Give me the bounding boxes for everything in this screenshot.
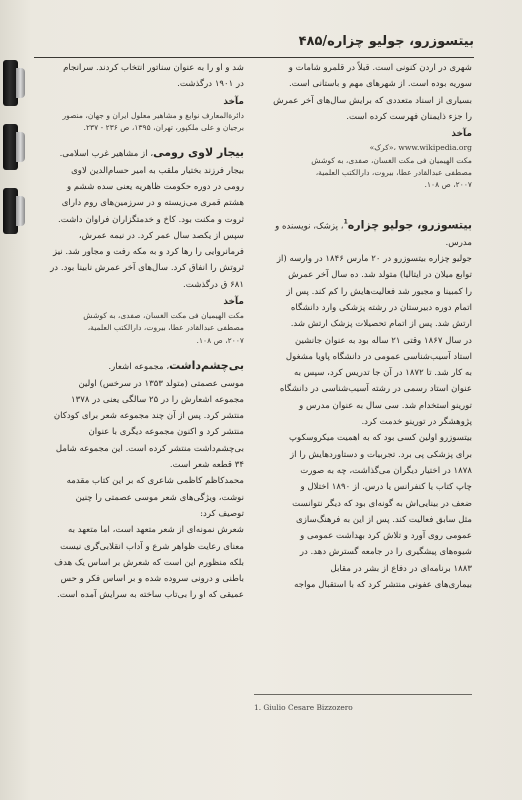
- text-line: ضعف در بینایی‌اش به گونه‌ای بود که دیگر نتوانست: [292, 498, 472, 509]
- text-line: موسی عصمتی (متولد ۱۳۵۳ در سرخس) اولین: [78, 378, 244, 389]
- text-line: در سال ۱۸۶۷ وقتی ۲۱ ساله بود به عنوان جانشین: [294, 335, 472, 346]
- footnote-marker: 1: [343, 218, 348, 226]
- text-line: استاد آسیب‌شناسی عمومی در دانشگاه پاویا مشغول: [285, 351, 472, 362]
- text-line: بی‌چشم‌داشت منتشر کرده است. این مجموعه شامل: [55, 443, 244, 454]
- header-title: بیتسوزرو، جولیو چزاره: [327, 34, 474, 49]
- text-line: شد و او را به عنوان سناتور انتخاب کردند. سرانجام: [63, 63, 244, 73]
- text-line: بیجار فرزند بختیار ملقب به امیر حسام‌الدین لاوی: [71, 165, 244, 176]
- text-line: پژوهشگر در تورینو خدمت کرد.: [361, 417, 472, 428]
- source-line: «کرک»، www.wikipedia.org: [369, 143, 472, 153]
- text-line: عنوان استاد رسمی در رشته آسیب‌شناسی در دانشگاه: [279, 384, 472, 395]
- text-line: را جزء ذایمنان فهرست کرده است.: [346, 111, 472, 122]
- text-line: معنای رعایت ظواهر شرع و آداب انقلابی‌گری نیست: [60, 541, 244, 552]
- text-line: هشتم قمری می‌زیسته و در سرزمین‌های روم دارای: [61, 198, 244, 209]
- text-line: شیوه‌های پیشگیری را در جامعه گسترش دهد. در: [299, 547, 472, 558]
- text-line: شهری در اردن کنونی است. قبلاً در قلمرو شامات و: [288, 63, 472, 73]
- source-line: دائرةالمعارف نوابغ و مشاهیر معلول ایران و جهان، منصور: [62, 110, 244, 120]
- text-line: جولیو چزاره بیتسوزرو در ۲۰ مارس ۱۸۴۶ در وارسه (از: [276, 254, 472, 265]
- footnote-rule: [254, 694, 472, 695]
- text-line: رومی در دوره حکومت ظاهریه یعنی سده ششم و: [66, 182, 244, 192]
- source-line: مصطفی عبدالقادر عطا، بیروت، دارالکتب العلمیة،: [315, 168, 472, 177]
- entry-subtitle: ، مجموعه اشعار.: [108, 362, 170, 373]
- source-line: ۲۰۰۷، ص ۱۰۸.: [424, 180, 472, 190]
- text-line: ۶۸۱ ق درگذشت.: [183, 279, 244, 290]
- text-line: مجموعه اشعارش را در ۲۵ سالگی یعنی در ۱۳۷۸: [71, 394, 244, 405]
- source-line: برجیان و علی ملکپور، تهران، ۱۳۹۵، ص ۲۳۶ - ۲۳۷.: [83, 123, 244, 132]
- binder-clip-3: [3, 188, 18, 234]
- source-line: ۲۰۰۷، ص ۱۰۸.: [196, 335, 244, 345]
- text-line: عمومی روی آورد و تلاش کرد بهداشت عمومی و: [300, 531, 472, 542]
- text-line: توصیف کرد:: [200, 508, 244, 519]
- text-line: اتمام دوره دبیرستان در رشته پزشکی وارد دانشگاه: [290, 302, 472, 313]
- binder-clip-1: [3, 60, 18, 106]
- sources-label: مآخذ: [223, 297, 244, 308]
- text-line: تورینو استخدام شد. سی سال به عنوان مدرس و: [299, 400, 472, 411]
- text-line: عمیقی که او را بی‌تاب ساخته به سرایش آمده است.: [57, 590, 244, 601]
- text-line: ۱۸۷۸ در اختیار دیگران می‌گذاشت، چه به صورت: [300, 465, 472, 476]
- text-line: به کار شد. تا ۱۸۷۲ در آن جا تدریس کرد، سپس به: [293, 368, 472, 379]
- right-column: [258, 60, 472, 593]
- sources-label: مآخذ: [223, 96, 244, 107]
- source-line: مصطفی عبدالقادر عطا، بیروت، دارالکتب العلمیة،: [87, 323, 244, 333]
- text-line: ۳۴ قطعه شعر است.: [169, 460, 244, 471]
- text-line: برای پزشکی پی برد. تجربیات و دستاوردهایش را از: [289, 449, 472, 460]
- header-rule: [34, 57, 474, 58]
- entry-title: بیتسوزرو، جولیو چزاره: [347, 218, 472, 232]
- source-line: مکت الهیمیان فی مکت الغسان، صفدی، به کوشش: [311, 155, 472, 165]
- text-line: نوشت، ویژگی‌های شعر موسی عصمتی را چنین: [75, 492, 244, 503]
- text-line: سپس از یکصد سال عمر کرد. در نیمه عمرش،: [78, 230, 244, 241]
- text-line: منتشر کرد. پس از آن چند مجموعه شعر برای کودکان: [53, 411, 244, 422]
- text-line: مثل سابق فعالیت کند. پس از این به فرهنگ‌سازی: [296, 514, 472, 525]
- running-header: [34, 34, 474, 54]
- entry-subtitle: ، از مشاهیر غرب اسلامی.: [59, 149, 154, 160]
- text-line: منتشر کرد و اکنون مجموعه دیگری با عنوان: [88, 427, 244, 438]
- text-line: مدرس.: [445, 237, 472, 248]
- header-separator: /: [322, 34, 328, 49]
- text-line: بیتسوزرو اولین کسی بود که به اهمیت میکروسکوپ: [288, 433, 472, 444]
- text-line: در ۱۹۰۱ درگذشت.: [177, 79, 244, 90]
- text-line: ارتش شد. پس از اتمام تحصیلات پزشک ارتش شد.: [290, 319, 472, 330]
- text-line: چاپ کتاب یا کنفرانس یا درس. از ۱۸۹۰ اختلال و: [300, 482, 472, 493]
- entry-heading-line: [34, 357, 244, 375]
- text-line: ثروت و مکنت بود. کاخ و خدمتگزاران فراوان داشت.: [58, 214, 244, 225]
- text-line: سوریه بوده است. از شهرهای مهم و باستانی است.: [288, 79, 472, 90]
- entry-heading-line: [258, 214, 472, 235]
- entry-title: بیجار لاوی رومی: [153, 146, 244, 160]
- left-column: [34, 60, 244, 604]
- text-line: بسیاری از اسناد متعددی که برایش سال‌های آخر عمرش: [273, 95, 472, 106]
- entry-title: بی‌چشم‌داشت: [169, 359, 244, 373]
- sources-label: مآخذ: [451, 129, 472, 140]
- source-line: مکت الهیمیان فی مکت الغسان، صفدی، به کوشش: [83, 311, 244, 321]
- binder-clip-2: [3, 124, 18, 170]
- text-line: ثروتش را انفاق کرد. سال‌های آخر عمرش نابینا بود. در: [50, 263, 244, 274]
- binder-clips: [0, 0, 30, 800]
- text-line: ۱۸۸۳ برنامه‌ای در دفاع از بشر در مقابل: [330, 563, 472, 574]
- text-line: بیماری‌های عفونی منتشر کرد که با استقبال مواجه: [294, 580, 472, 590]
- text-line: محمدکاظم کاظمی شاعری که بر این کتاب مقدمه: [66, 476, 244, 487]
- text-line: بلکه منظورم این است که شعرش بر اساس یک هدف: [54, 557, 244, 568]
- text-line: توابع میلان در ایتالیا) متولد شد. ده سال آخر عمرش: [288, 270, 472, 281]
- footnote: 1. Giulio Cesare Bizzozero: [254, 703, 353, 712]
- text-line: را کمبینا و مجبور شد فعالیت‌هایش را کم کند. پس از: [286, 286, 472, 297]
- page-number: ۴۸۵: [298, 34, 323, 49]
- text-line: باطنی و درونی سروده شده و بر اساس فکر و حس: [60, 574, 244, 585]
- entry-heading-line: [34, 144, 244, 162]
- text-line: شعرش نمونه‌ای از شعر متعهد است، اما متعهد به: [67, 525, 244, 536]
- text-line: فرمانروایی را رها کرد و به مکه رفت و مجاور شد. نیز: [52, 247, 244, 258]
- entry-subtitle: ، پزشک، نویسنده و: [275, 221, 344, 232]
